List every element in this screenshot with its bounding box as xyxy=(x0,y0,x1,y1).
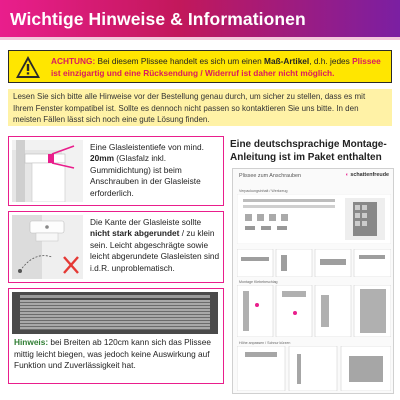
manual-section-label: Höhe anpassen / Schnur kürzen xyxy=(239,341,291,345)
tip1-text-part: (Glasfalz inkl. Gummidichtung) ist beim Anschrauben in der Glasleiste erforderlich. xyxy=(90,153,201,198)
tip2-bold: nicht stark abgerundet xyxy=(90,228,180,239)
tip3-text-part: bei Breiten ab 120cm kann sich das Plissee mittig leicht biegen, was jedoch keine Auswirkung auf Funktion und Zuverlässigkeit hat. xyxy=(14,337,211,371)
manual-steps-row-2 xyxy=(237,285,391,337)
tip2-text-part: / zu klein sein. Leicht abgeschrägte sowie leicht abgerundete Glasleisten sind i.d.R. unproblematisch. xyxy=(90,228,220,273)
tip2-text-part: Die Kante der Glasleiste sollte xyxy=(90,217,202,227)
glass-bead-icon xyxy=(12,215,83,279)
manual-section-label: Montage Klebebeschlag xyxy=(239,280,278,284)
tip2-text xyxy=(90,217,220,274)
warning-icon xyxy=(15,55,41,79)
tip3-prefix: Hinweis: xyxy=(14,337,49,347)
tip-glass-depth xyxy=(8,136,224,206)
tip1-text xyxy=(90,142,220,199)
tip1-text-part: Eine Glasleistentiefe von mind. xyxy=(90,142,204,152)
tip-edge-rounding xyxy=(8,211,224,283)
manual-heading: Eine deutschsprachige Montage-Anleitung ist im Paket enthalten xyxy=(230,139,387,163)
brand-logo xyxy=(346,172,389,178)
tip1-bold: 20mm xyxy=(90,153,114,164)
manual-doc-title: Plissee zum Anschrauben xyxy=(239,173,302,179)
header-banner xyxy=(0,0,400,40)
manual-steps-row-1 xyxy=(237,249,391,277)
warning-prefix: ACHTUNG: xyxy=(51,56,96,66)
manual-steps-row-3 xyxy=(237,346,391,391)
manual-preview xyxy=(232,168,394,394)
warning-bold: Maß-Artikel xyxy=(264,56,310,66)
tip-width-bending xyxy=(8,288,224,384)
page-title: Wichtige Hinweise & Informationen xyxy=(10,9,306,29)
notice-text: Lesen Sie sich bitte alle Hinweise vor der Bestellung genau durch, um sicher zu stellen, dass es mit Ihrem Fenster kompatibel ist. Sollte es dennoch nicht passen so kontaktieren Sie uns bitte. In den meisten Fällen lässt sich noch eine gute Lösung finden. xyxy=(8,89,392,126)
warning-text-part: , d.h. jedes xyxy=(309,56,353,66)
warning-box xyxy=(8,50,392,83)
manual-parts-illustration xyxy=(237,194,391,244)
warning-highlight: Plissee ist einzigartig und eine Rücksendung / Widerruf ist daher nicht möglich. xyxy=(51,56,381,78)
warning-text-part: Bei diesem Plissee handelt es sich um einen xyxy=(95,56,265,66)
tip3-text xyxy=(14,337,220,372)
window-frame-icon xyxy=(12,140,83,202)
brand-logo-mark: ◐ xyxy=(345,172,351,178)
warning-text xyxy=(51,55,387,79)
pleated-blind-icon xyxy=(12,292,218,334)
brand-name: schattenfreude xyxy=(350,172,389,178)
header-strip xyxy=(0,37,400,40)
manual-section-label: Verpackungsinhalt / Werkzeug xyxy=(239,189,288,193)
